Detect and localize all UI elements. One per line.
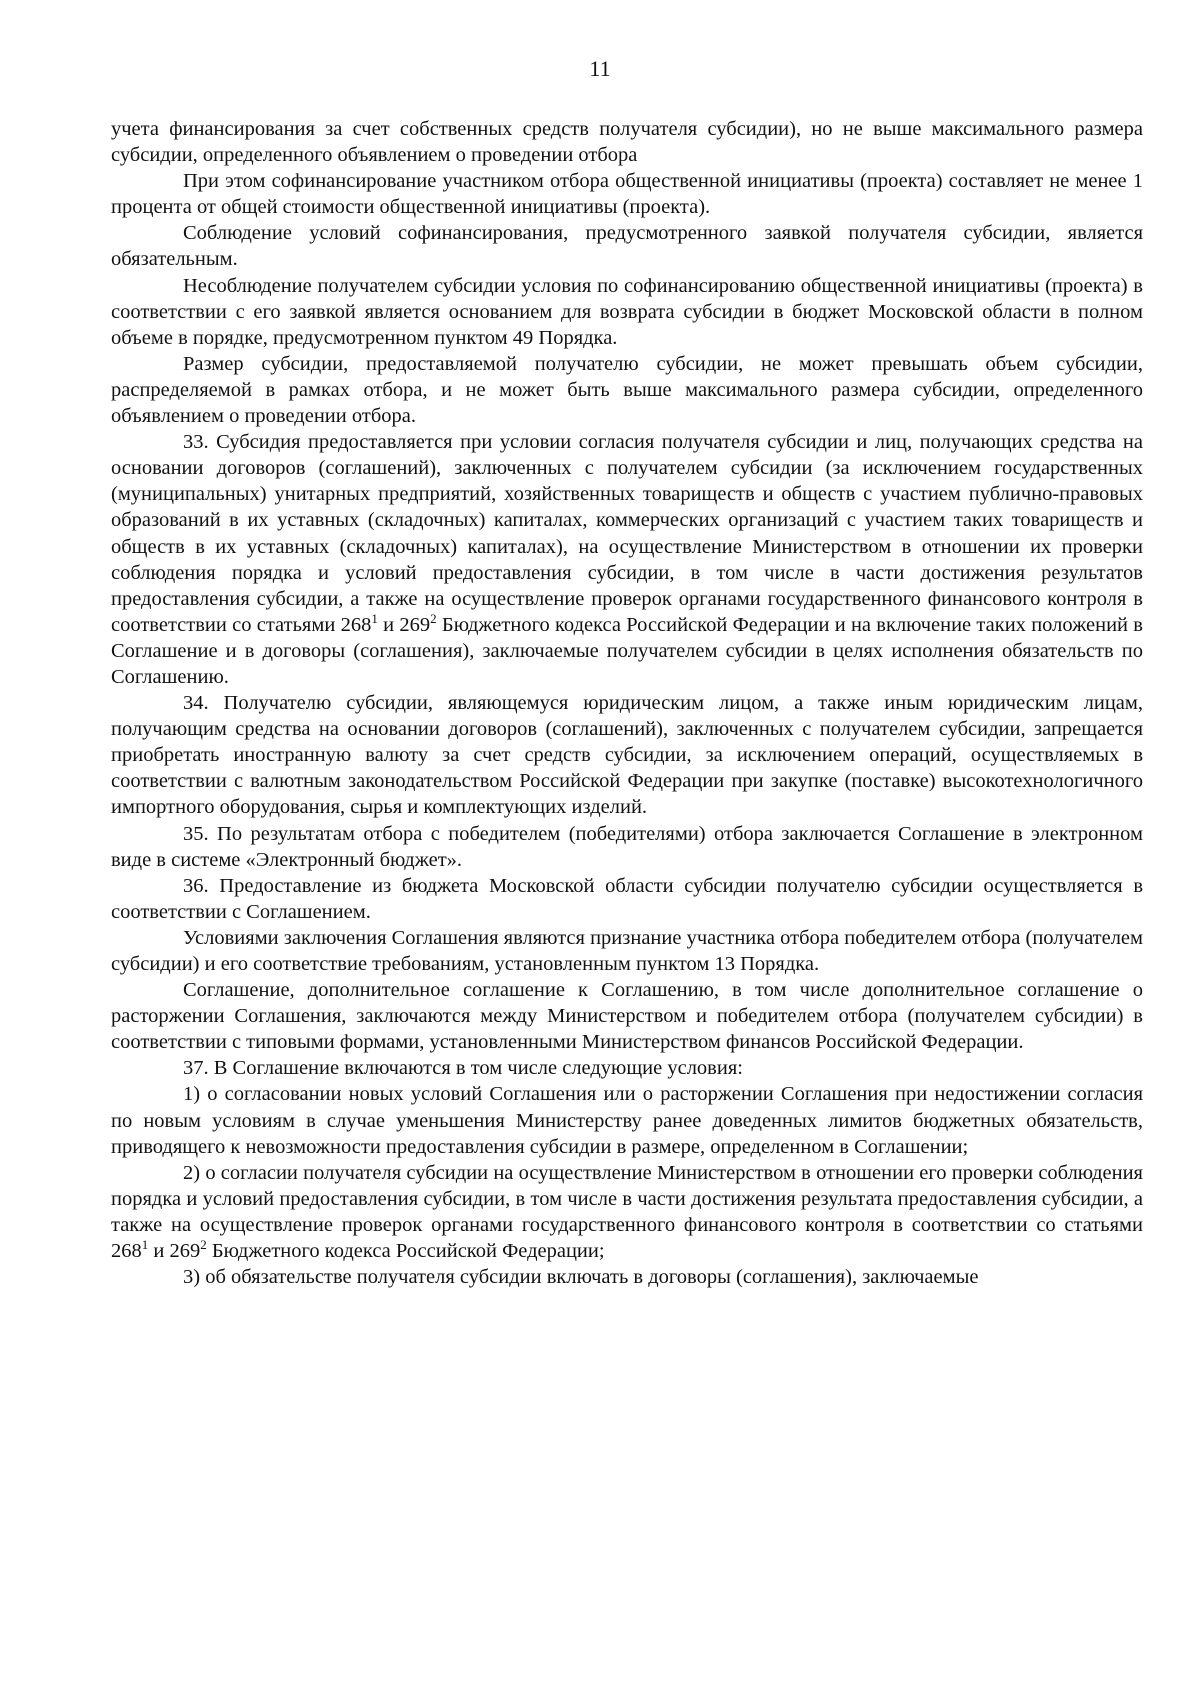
paragraph-text: 37. В Соглашение включаются в том числе следующие условия:: [183, 1057, 743, 1080]
superscript: 2: [200, 1237, 207, 1253]
document-body: [111, 116, 1143, 1290]
paragraph-text: Бюджетного кодекса Российской Федерации и на включение таких положений в Соглашение и в договоры (соглашения), заключаемые получателем субсидии в целях исполнения обязательств по Соглашению.: [111, 613, 1143, 688]
paragraph-item-3: [111, 1264, 1143, 1290]
paragraph-clause-37: [111, 1055, 1143, 1081]
paragraph-text: Размер субсидии, предоставляемой получателю субсидии, не может превышать объем субсидии, распределяемой в рамках отбора, и не может быть выше максимального размера субсидии, определенного объявлением о проведении отбора.: [111, 352, 1143, 428]
paragraph-text: Условиями заключения Соглашения являются признание участника отбора победителем отбора (получателем субсидии) и его соответствие требованиям, установленным пунктом 13 Порядка.: [111, 926, 1143, 975]
page-number: 11: [589, 56, 611, 81]
superscript: 1: [141, 1237, 149, 1253]
paragraph-text: Несоблюдение получателем субсидии условия по софинансированию общественной инициативы (проекта) в соответствии с его заявкой является основанием для возврата субсидии в бюджет Московской области в полном объеме в порядке, предусмотренном пунктом 49 Порядка.: [111, 274, 1143, 349]
paragraph-text: 34. Получателю субсидии, являющемуся юридическим лицом, а также иным юридическим лицам, получающим средства на основании договоров (соглашений), заключенных с получателем субсидии, запрещается приобретать иностранную валюту за счет средств субсидии, за исключением операций, осуществляемых в соответствии с валютным законодательством Российской Федерации при закупке (поставке) высокотехнологичного импортного оборудования, сырья и комплектующих изделий.: [111, 692, 1143, 819]
paragraph-text: учета финансирования за счет собственных средств получателя субсидии), но не выше максимального размера субсидии, определенного объявлением о проведении отбора: [111, 118, 1143, 167]
superscript: 1: [371, 610, 378, 626]
paragraph-text: Бюджетного кодекса Российской Федерации;: [206, 1240, 605, 1263]
paragraph-text: Соблюдение условий софинансирования, предусмотренного заявкой получателя субсидии, является обязательным.: [111, 222, 1143, 271]
superscript: 2: [430, 610, 437, 626]
paragraph-text: 36. Предоставление из бюджета Московской области субсидии получателю субсидии осуществляется в соответствии с Соглашением.: [111, 874, 1143, 923]
paragraph-clause-35: [111, 821, 1143, 873]
paragraph-subsidy-size: [111, 351, 1143, 429]
paragraph-agreement-forms: [111, 977, 1143, 1055]
paragraph-text: и 269: [377, 613, 431, 636]
paragraph-text: 3) об обязательстве получателя субсидии включать в договоры (соглашения), заключаемые: [183, 1266, 979, 1289]
paragraph-item-1: [111, 1081, 1143, 1159]
paragraph-text: Соглашение, дополнительное соглашение к Соглашению, в том числе дополнительное соглашение о расторжении Соглашения, заключаются между Министерством и победителем отбора (получателем субсидии) в соответствии с типовыми формами, установленными Министерством финансов Российской Федерации.: [111, 979, 1143, 1054]
paragraph-text: и 269: [148, 1240, 201, 1263]
paragraph-cofinancing-mandatory: [111, 220, 1143, 272]
paragraph-noncompliance: [111, 273, 1143, 351]
paragraph-text: 1) о согласовании новых условий Соглашения или о расторжении Соглашения при недостижении согласия по новым условиям в случае уменьшения Министерству ранее доведенных лимитов бюджетных обязательств, приводящего к невозможности предоставления субсидии в размере, определенном в Соглашении;: [111, 1083, 1143, 1158]
paragraph-clause-33: [111, 429, 1143, 690]
paragraph-clause-34: [111, 690, 1143, 820]
paragraph-text: При этом софинансирование участником отбора общественной инициативы (проекта) составляет не менее 1 процента от общей стоимости общественной инициативы (проекта).: [111, 170, 1143, 219]
paragraph-text: 35. По результатам отбора с победителем (победителями) отбора заключается Соглашение в электронном виде в системе «Электронный бюджет».: [111, 822, 1143, 871]
paragraph-cofinancing-share: [111, 168, 1143, 220]
paragraph-text: 2) о согласии получателя субсидии на осуществление Министерством в отношении его проверки соблюдения порядка и условий предоставления субсидии, в том числе в части достижения результата предоставления субсидии, а также на осуществление проверок органами государственного финансового контроля в соответствии со статьями 268: [111, 1161, 1143, 1263]
paragraph-continuation: [111, 116, 1143, 168]
paragraph-conditions: [111, 925, 1143, 977]
paragraph-text: 33. Субсидия предоставляется при условии согласия получателя субсидии и лиц, получающих средства на основании договоров (соглашений), заключенных с получателем субсидии (за исключением государственных (муниципальных) унитарных предприятий, хозяйственных товариществ и обществ с участием публично-правовых образований в их уставных (складочных) капиталах, коммерческих организаций с участием таких товариществ и обществ в их уставных (складочных) капиталах), на осуществление Министерством в отношении их проверки соблюдения порядка и условий предоставления субсидии, в том числе в части достижения результатов предоставления субсидии, а также на осуществление проверок органами государственного финансового контроля в соответствии со статьями 268: [111, 431, 1143, 636]
paragraph-clause-36: [111, 873, 1143, 925]
paragraph-item-2: [111, 1160, 1143, 1264]
